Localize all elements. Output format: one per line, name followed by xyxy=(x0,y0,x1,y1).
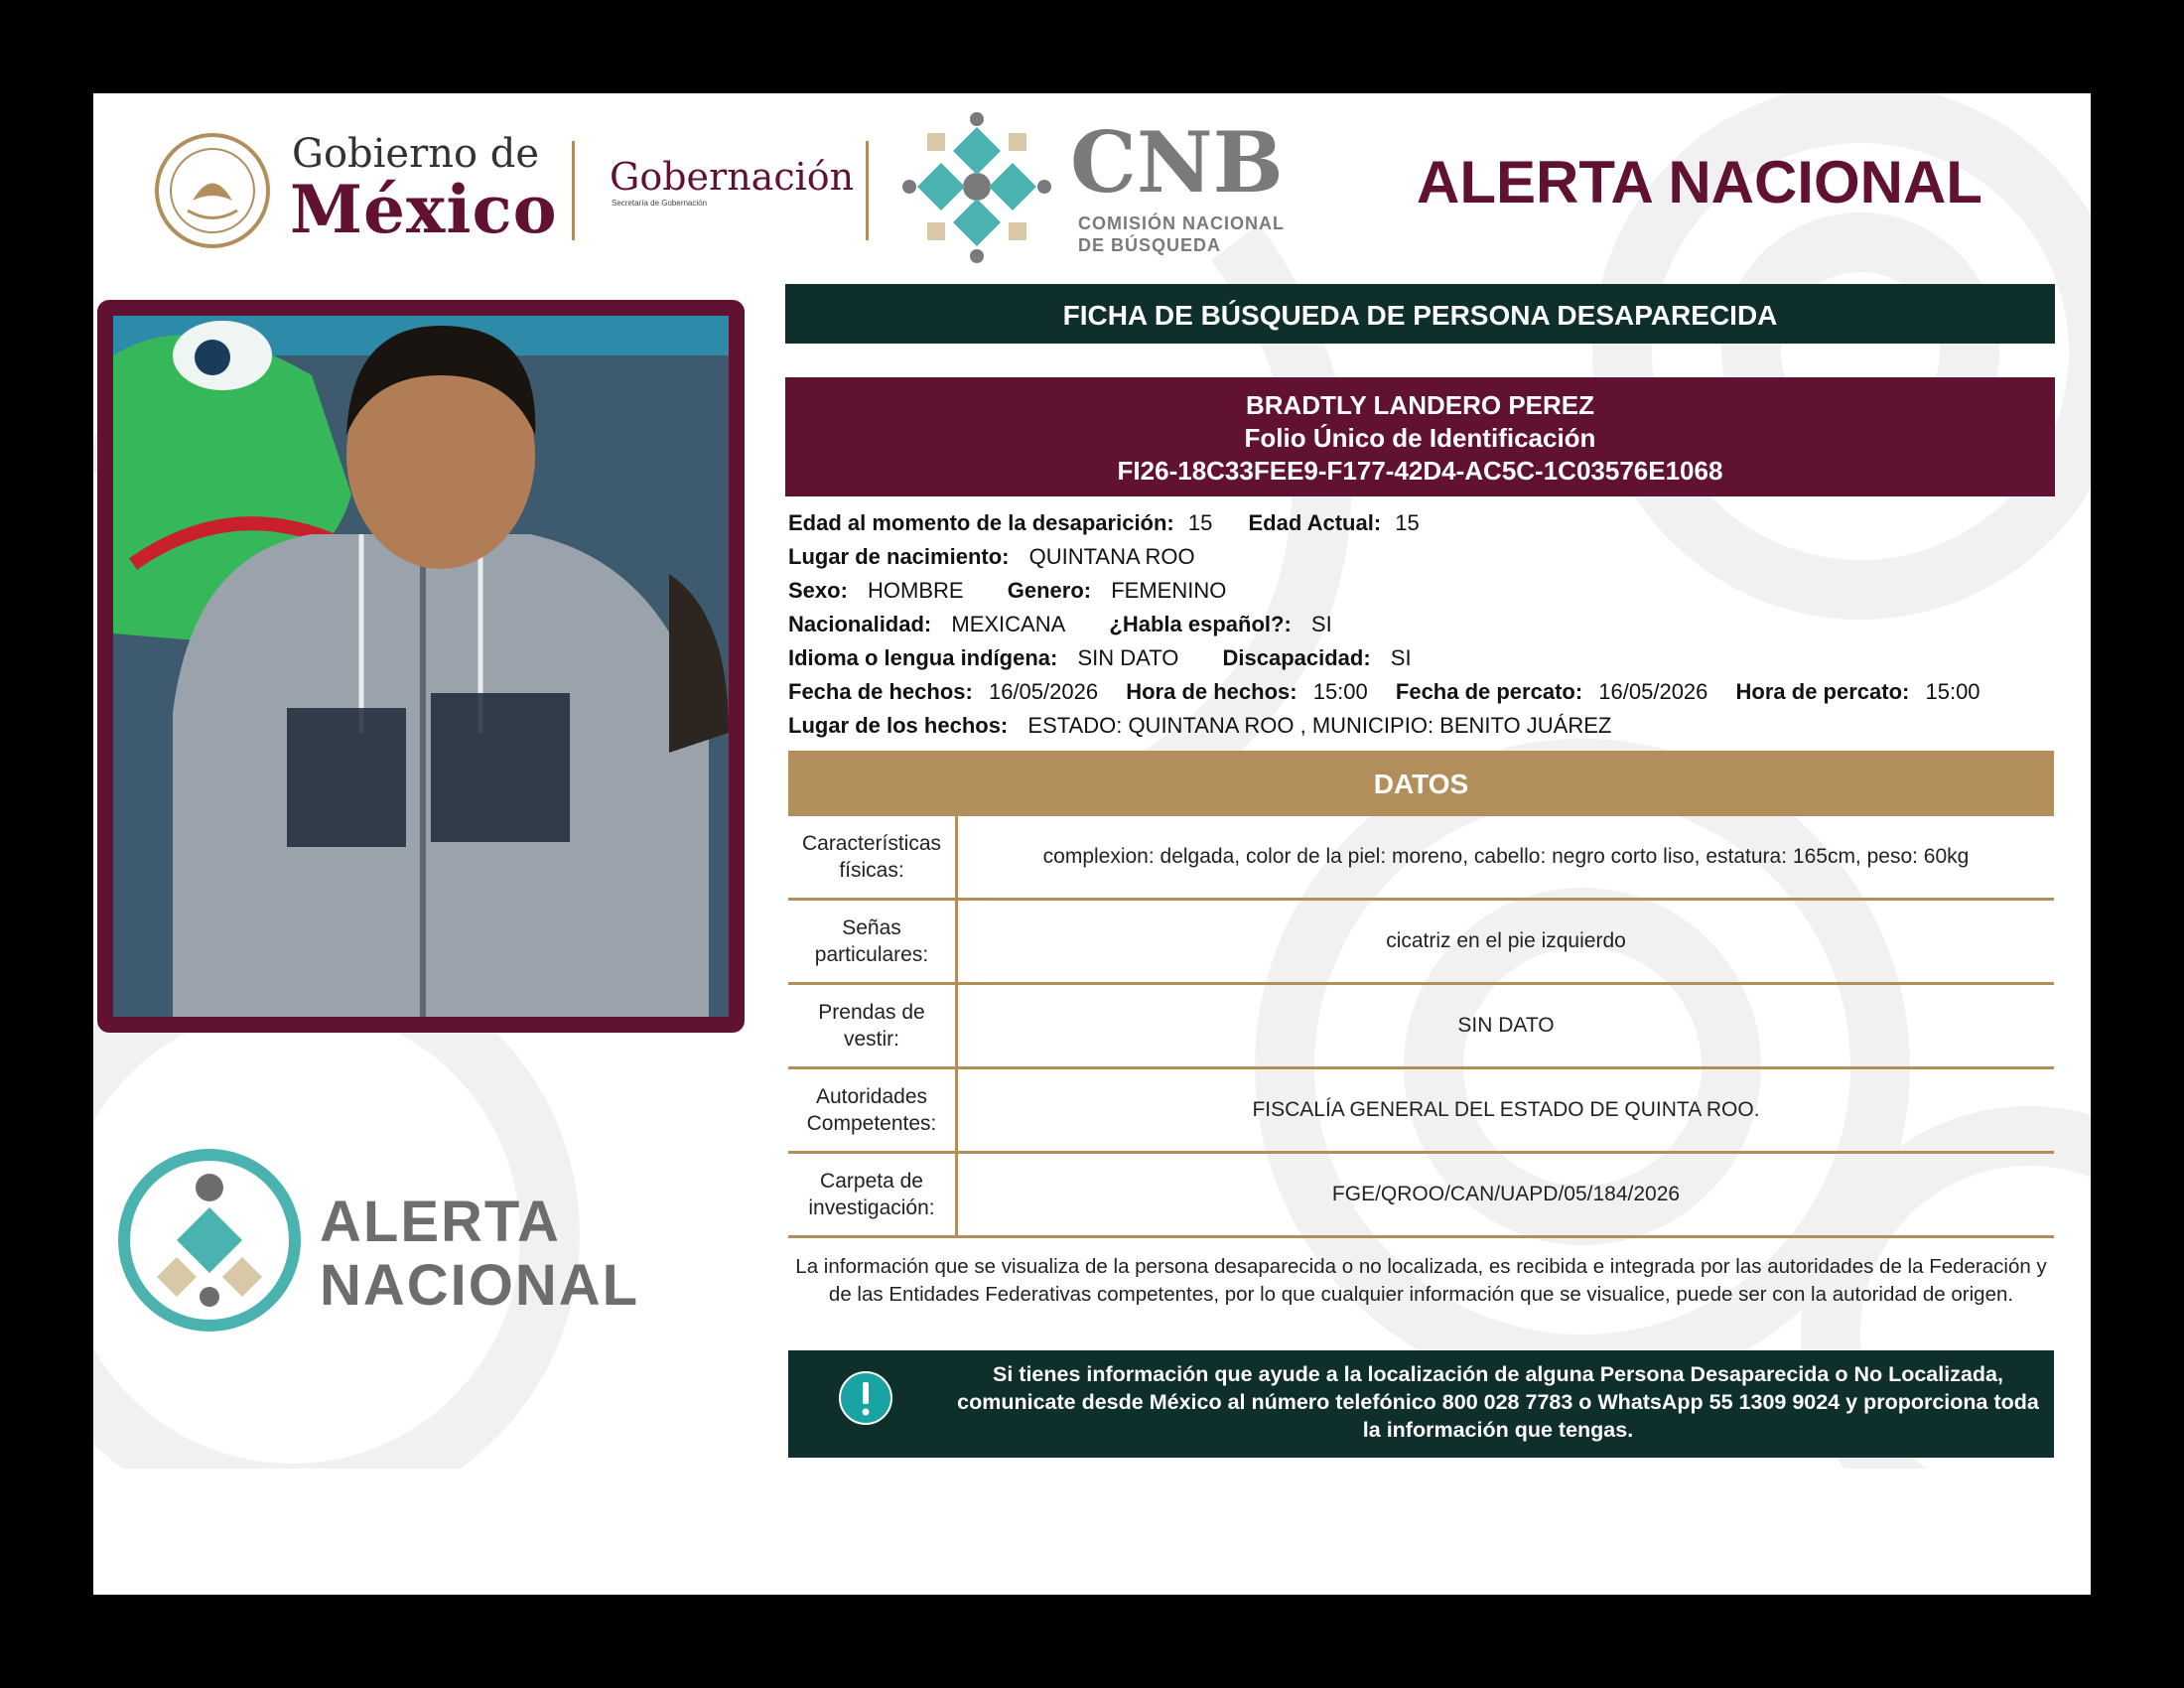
datos-header: DATOS xyxy=(788,751,2054,816)
missing-person-photo xyxy=(113,316,729,1017)
alerta-logo-line2: NACIONAL xyxy=(320,1253,640,1318)
cnb-subtitle-line2: DE BÚSQUEDA xyxy=(1078,235,1222,255)
cnb-logo-icon xyxy=(897,107,1056,266)
cnb-title: CNB xyxy=(1070,113,1284,211)
cnb-subtitle-line1: COMISIÓN NACIONAL xyxy=(1078,213,1285,233)
datos-row xyxy=(788,1154,2054,1238)
edad-actual-value: 15 xyxy=(1395,510,1420,535)
gobernacion-subtitle: Secretaría de Gobernación xyxy=(612,199,708,208)
coat-of-arms-seal xyxy=(153,131,272,250)
sexo-value: HOMBRE xyxy=(868,578,964,603)
habla-value: SI xyxy=(1310,612,1332,636)
gobierno-de-text: Gobierno de xyxy=(292,131,540,177)
datos-row-label: Características físicas: xyxy=(788,816,958,898)
info-line-edad xyxy=(788,510,1433,536)
datos-row xyxy=(788,816,2054,901)
datos-row xyxy=(788,1069,2054,1154)
ficha-title-bar: FICHA DE BÚSQUEDA DE PERSONA DESAPARECIDA xyxy=(785,284,2055,344)
alerta-nacional-logo-icon xyxy=(117,1148,302,1333)
gobernacion-logo-text: Gobernación xyxy=(610,155,855,199)
mexico-text: México xyxy=(290,171,558,248)
hora-hechos-label: Hora de hechos: xyxy=(1126,679,1297,704)
header-divider xyxy=(572,141,575,240)
edad-actual-label: Edad Actual: xyxy=(1248,510,1382,535)
folio-label: Folio Único de Identificación xyxy=(1244,423,1596,453)
datos-row-value: SIN DATO xyxy=(1457,1014,1555,1037)
datos-row-value: FISCALÍA GENERAL DEL ESTADO DE QUINTA ROO. xyxy=(1252,1098,1760,1121)
lugar-value: ESTADO: QUINTANA ROO , MUNICIPIO: BENITO JUÁREZ xyxy=(1027,713,1612,738)
alerta-logo-line1: ALERTA xyxy=(320,1190,561,1254)
info-line-lugar xyxy=(788,713,1625,739)
fecha-percato-label: Fecha de percato: xyxy=(1395,679,1583,704)
idioma-label: Idioma o lengua indígena: xyxy=(788,645,1058,670)
folio-number: FI26-18C33FEE9-F177-42D4-AC5C-1C03576E1068 xyxy=(1117,456,1723,486)
edad-desap-value: 15 xyxy=(1187,510,1213,535)
alerta-nacional-heading: ALERTA NACIONAL xyxy=(1417,149,1982,215)
nacimiento-label: Lugar de nacimiento: xyxy=(788,544,1010,569)
datos-row-label: Carpeta de investigación: xyxy=(788,1154,958,1235)
info-line-fechas xyxy=(788,679,1994,705)
exclamation-icon xyxy=(838,1370,893,1426)
datos-row-value: FGE/QROO/CAN/UAPD/05/184/2026 xyxy=(1331,1183,1681,1205)
info-line-nacimiento xyxy=(788,544,1209,570)
hora-percato-label: Hora de percato: xyxy=(1735,679,1910,704)
info-line-sexo xyxy=(788,578,1240,604)
cnb-subtitle xyxy=(1078,212,1285,256)
info-line-idioma xyxy=(788,645,1426,671)
contact-text: Si tienes información que ayude a la localización de alguna Persona Desaparecida o No Localizada, comunicate desde México al número telefónico 800 028 7783 o WhatsApp 55 1309 9024 y proporciona toda la información que tengas. xyxy=(957,1362,2039,1442)
datos-row-label: Autoridades Competentes: xyxy=(788,1069,958,1151)
nacimiento-value: QUINTANA ROO xyxy=(1028,544,1195,569)
lugar-label: Lugar de los hechos: xyxy=(788,713,1009,738)
alerta-nacional-logo-text xyxy=(320,1191,639,1318)
datos-row xyxy=(788,985,2054,1069)
fecha-hechos-label: Fecha de hechos: xyxy=(788,679,973,704)
search-bulletin-page xyxy=(93,93,2091,1595)
genero-value: FEMENINO xyxy=(1111,578,1227,603)
edad-desap-label: Edad al momento de la desaparición: xyxy=(788,510,1174,535)
disclaimer-text: La información que se visualiza de la persona desaparecida o no localizada, es recibida e integrada por las autoridades de la Federación y de las Entidades Federativas competentes, por lo que cualquier información que se visualice, puede ser con la autoridad de origen. xyxy=(795,1255,2047,1306)
genero-label: Genero: xyxy=(1007,578,1092,603)
hora-percato-value: 15:00 xyxy=(1925,679,1980,704)
discapacidad-label: Discapacidad: xyxy=(1222,645,1371,670)
datos-row-value: cicatriz en el pie izquierdo xyxy=(1386,929,1626,952)
datos-row-label: Señas particulares: xyxy=(788,901,958,982)
hora-hechos-value: 15:00 xyxy=(1312,679,1368,704)
header-divider xyxy=(866,141,869,240)
datos-row-value: complexion: delgada, color de la piel: moreno, cabello: negro corto liso, estatura: 165cm, peso: 60kg xyxy=(1042,845,1970,868)
discapacidad-value: SI xyxy=(1390,645,1412,670)
info-line-nacionalidad xyxy=(788,612,1346,637)
fecha-hechos-value: 16/05/2026 xyxy=(988,679,1099,704)
person-name: BRADTLY LANDERO PEREZ xyxy=(1245,390,1595,420)
person-name-bar xyxy=(785,377,2055,496)
idioma-value: SIN DATO xyxy=(1077,645,1179,670)
sexo-label: Sexo: xyxy=(788,578,848,603)
datos-row-label: Prendas de vestir: xyxy=(788,985,958,1066)
nacionalidad-label: Nacionalidad: xyxy=(788,612,932,636)
nacionalidad-value: MEXICANA xyxy=(951,612,1066,636)
habla-label: ¿Habla español?: xyxy=(1109,612,1292,636)
fecha-percato-value: 16/05/2026 xyxy=(1598,679,1708,704)
photo-illustration xyxy=(113,316,729,1017)
datos-row xyxy=(788,901,2054,985)
